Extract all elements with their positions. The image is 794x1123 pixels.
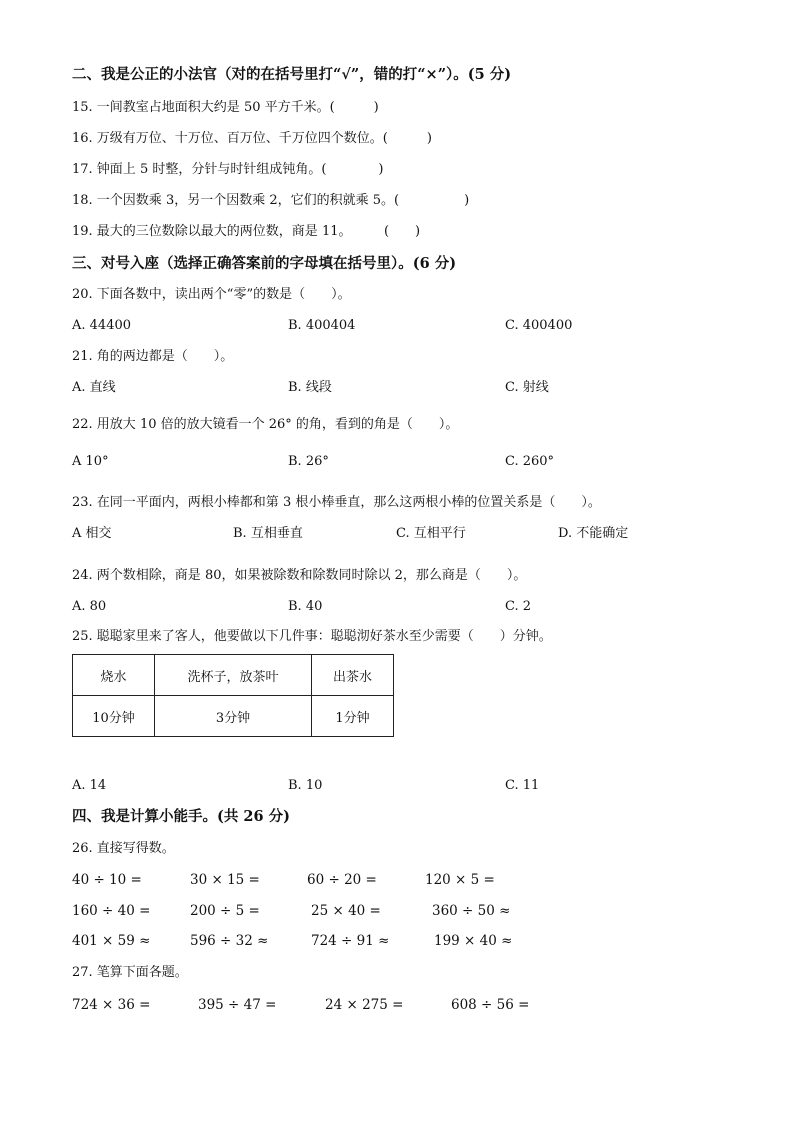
q23-option-c: C. 互相平行: [396, 526, 466, 541]
question-17: 17. 钟面上 5 时整，分针与时针组成钝角。( ): [72, 162, 384, 177]
calc-item: 724 × 36 =: [72, 997, 151, 1013]
calc-item: 596 ÷ 32 ≈: [190, 933, 269, 949]
table-header-cell: 烧水: [73, 655, 155, 696]
calc-item: 200 ÷ 5 =: [190, 903, 260, 919]
section-3-title: 三、对号入座（选择正确答案前的字母填在括号里）。(6 分): [72, 255, 457, 272]
section-4-title: 四、我是计算小能手。(共 26 分): [72, 808, 290, 825]
table-row: [73, 655, 394, 696]
calc-item: 160 ÷ 40 =: [72, 903, 151, 919]
question-25: 25. 聪聪家里来了客人，他要做以下几件事：聪聪沏好茶水至少需要（ ）分钟。: [72, 629, 552, 644]
table-row: [73, 696, 394, 737]
question-19: 19. 最大的三位数除以最大的两位数，商是 11。 ( ): [72, 224, 421, 239]
calc-item: 199 × 40 ≈: [434, 933, 513, 949]
table-cell: 3分钟: [155, 696, 312, 737]
q23-option-d: D. 不能确定: [558, 526, 629, 541]
q24-option-c: C. 2: [505, 599, 532, 614]
question-18: 18. 一个因数乘 3，另一个因数乘 2，它们的积就乘 5。( ): [72, 193, 470, 208]
question-20: 20. 下面各数中，读出两个“零”的数是（ ）。: [72, 287, 351, 302]
question-16: 16. 万级有万位、十万位、百万位、千万位四个数位。( ): [72, 131, 432, 146]
q22-option-c: C. 260°: [505, 454, 555, 469]
question-26: 26. 直接写得数。: [72, 841, 175, 856]
calc-item: 724 ÷ 91 ≈: [311, 933, 390, 949]
calc-item: 25 × 40 =: [311, 903, 381, 919]
task-time-table: [72, 654, 394, 737]
q25-option-c: C. 11: [505, 778, 540, 793]
q22-option-a: A 10°: [72, 454, 109, 469]
calc-item: 395 ÷ 47 =: [198, 997, 277, 1013]
question-23: 23. 在同一平面内，两根小棒都和第 3 根小棒垂直，那么这两根小棒的位置关系是（ ）。: [72, 495, 601, 510]
table-header-cell: 洗杯子，放茶叶: [155, 655, 312, 696]
calc-item: 60 ÷ 20 =: [307, 872, 377, 888]
q20-option-b: B. 400404: [288, 318, 356, 333]
question-24: 24. 两个数相除，商是 80，如果被除数和除数同时除以 2，那么商是（ ）。: [72, 568, 527, 583]
q24-option-a: A. 80: [72, 599, 107, 614]
calc-item: 40 ÷ 10 =: [72, 872, 142, 888]
table-cell: 10分钟: [73, 696, 155, 737]
calc-item: 608 ÷ 56 =: [451, 997, 530, 1013]
section-2-title: 二、我是公正的小法官（对的在括号里打“√”，错的打“×”）。(5 分): [72, 66, 512, 83]
table-cell: 1分钟: [312, 696, 394, 737]
q24-option-b: B. 40: [288, 599, 323, 614]
calc-item: 120 × 5 =: [425, 872, 495, 888]
q25-option-a: A. 14: [72, 778, 107, 793]
question-27: 27. 笔算下面各题。: [72, 965, 188, 980]
table-header-cell: 出茶水: [312, 655, 394, 696]
calc-item: 360 ÷ 50 ≈: [432, 903, 511, 919]
q20-option-c: C. 400400: [505, 318, 573, 333]
question-15: 15. 一间教室占地面积大约是 50 平方千米。( ): [72, 100, 379, 115]
q21-option-b: B. 线段: [288, 380, 332, 395]
q23-option-a: A 相交: [72, 526, 112, 541]
question-22: 22. 用放大 10 倍的放大镜看一个 26° 的角，看到的角是（ ）。: [72, 417, 459, 432]
calc-item: 401 × 59 ≈: [72, 933, 151, 949]
q25-option-b: B. 10: [288, 778, 323, 793]
question-21: 21. 角的两边都是（ ）。: [72, 349, 234, 364]
calc-item: 24 × 275 =: [325, 997, 404, 1013]
q21-option-c: C. 射线: [505, 380, 549, 395]
q21-option-a: A. 直线: [72, 380, 116, 395]
calc-item: 30 × 15 =: [190, 872, 260, 888]
q23-option-b: B. 互相垂直: [233, 526, 303, 541]
q20-option-a: A. 44400: [72, 318, 132, 333]
q22-option-b: B. 26°: [288, 454, 329, 469]
